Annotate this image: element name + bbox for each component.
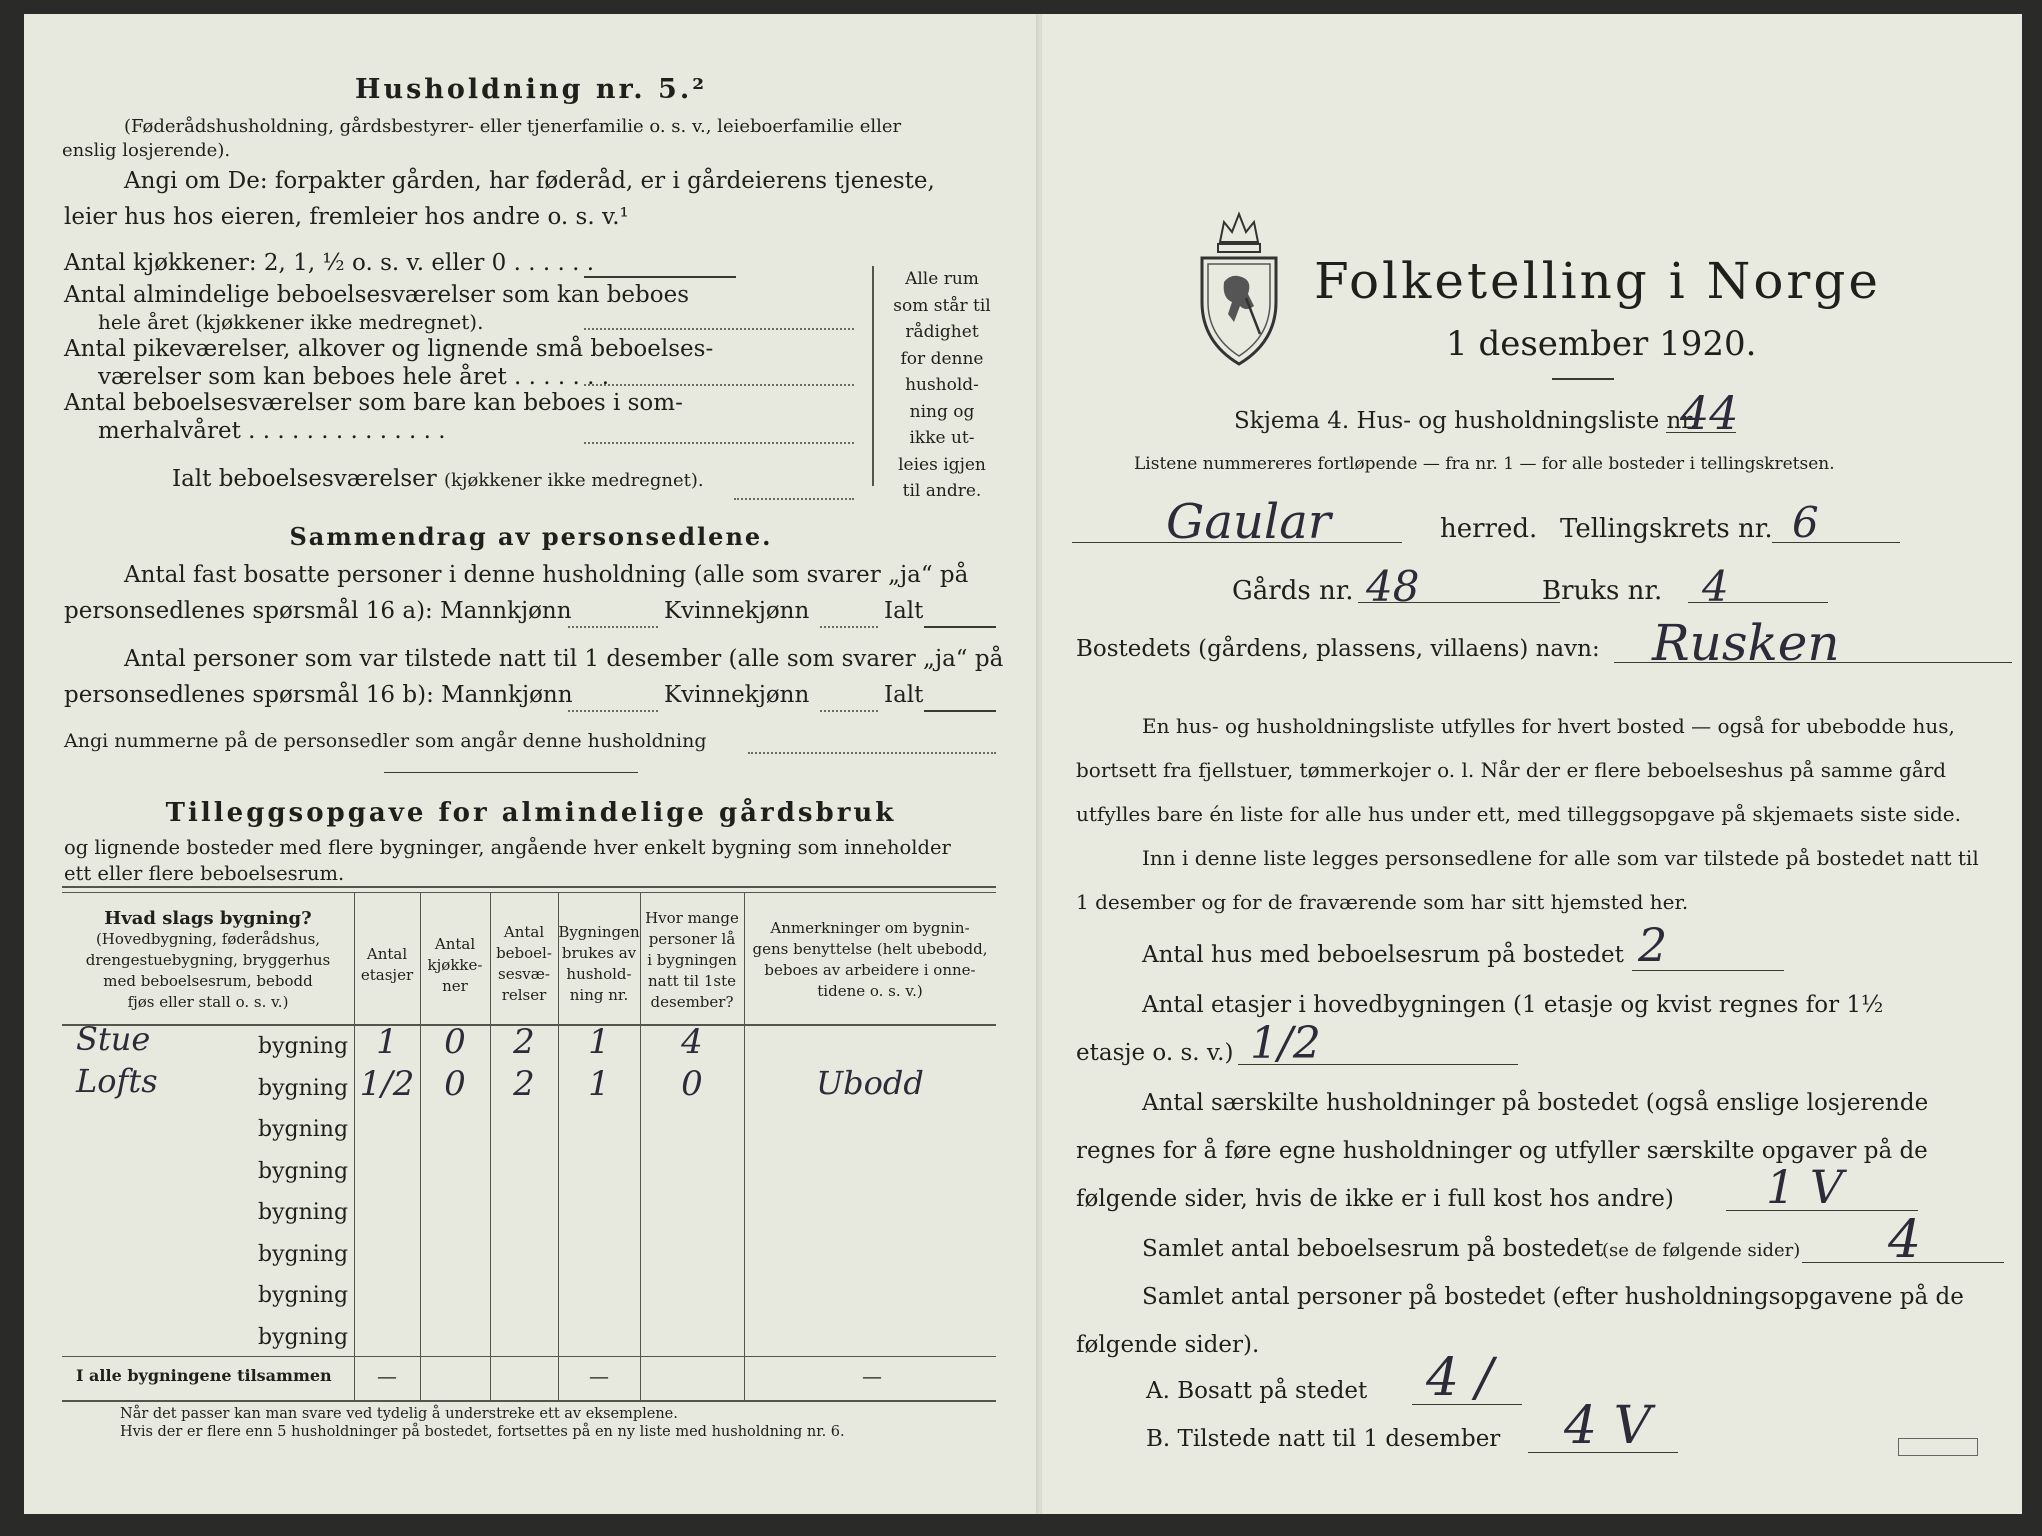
right-page [1042, 14, 2022, 1514]
samlet-pers-1: Samlet antal personer på bostedet (efter husholdningsopgavene på de [1142, 1284, 1964, 1310]
bosted-value[interactable]: Rusken [1652, 614, 1840, 672]
cell-etasjer-1[interactable]: 1/2 [359, 1063, 415, 1104]
etasjer-label-1: Antal etasjer i hovedbygningen (1 etasje og kvist regnes for 1½ [1142, 992, 1884, 1018]
sammendrag-line-4: personsedlenes spørsmål 16 b): Mannkjønn [64, 682, 573, 708]
cell-vaer-0[interactable]: 2 [513, 1022, 535, 1062]
household-subtitle-2: enslig losjerende). [62, 140, 231, 161]
sammendrag-line-2: personsedlenes spørsmål 16 a): Mannkjønn [64, 598, 572, 624]
census-date: 1 desember 1920. [1446, 324, 1757, 364]
bosted-label: Bostedets (gårdens, plassens, villaens) navn: [1076, 636, 1600, 662]
samlet-rum-note: (se de følgende sider) [1602, 1240, 1801, 1261]
herred-value[interactable]: Gaular [1166, 494, 1331, 550]
ialt-2: Ialt [884, 682, 924, 708]
cell-hush-1[interactable]: 1 [588, 1063, 610, 1104]
printer-stamp [1898, 1438, 1978, 1456]
building-name-0[interactable]: Stue [76, 1020, 151, 1058]
building-table [62, 886, 996, 1400]
instr-5: 1 desember og for de fraværende som har sitt hjemsted her. [1076, 890, 1689, 914]
cell-pers-0[interactable]: 4 [681, 1022, 703, 1062]
cell-hush-0[interactable]: 1 [588, 1022, 610, 1062]
sammendrag-line-1: Antal fast bosatte personer i denne husholdning (alle som svarer „ja“ på [124, 562, 969, 588]
saerskilte-value[interactable]: 1 V [1766, 1160, 1844, 1214]
bygning-label: bygning [258, 1158, 349, 1184]
rooms-summer: Antal beboelsesværelser som bare kan beboes i som- [64, 390, 683, 416]
footnote-1: Når det passer kan man svare ved tydelig å understreke ett av eksemplene. [120, 1406, 678, 1422]
footnote-2: Hvis der er flere enn 5 husholdninger på bostedet, fortsettes på en ny liste med husholdning nr. 6. [120, 1424, 845, 1440]
rooms-kitchens: Antal kjøkkener: 2, 1, ½ o. s. v. eller 0 . . . . . . [64, 250, 595, 276]
tillegg-text-2: ett eller flere beboelsesrum. [64, 862, 345, 885]
bygning-label: bygning [258, 1075, 349, 1101]
listene-note: Listene nummereres fortløpende — fra nr. 1 — for alle bosteder i tellingskretsen. [1134, 454, 1835, 474]
bruks-label: Bruks nr. [1542, 576, 1663, 606]
col-header-husholdning: Bygningen brukes av hushold- ning nr. [558, 923, 640, 1004]
sammendrag-title: Sammendrag av personsedlene. [289, 522, 773, 551]
instr-2: bortsett fra fjellstuer, tømmerkojer o. l. Når der er flere beboelseshus på samme gård [1076, 758, 1947, 782]
building-name-1[interactable]: Lofts [76, 1061, 158, 1100]
census-title: Folketelling i Norge [1314, 252, 1881, 310]
tillegg-title: Tilleggsopgave for almindelige gårdsbruk [165, 798, 897, 828]
tillegg-text-1: og lignende bosteder med flere bygninger, angående hver enkelt bygning som inneholder [64, 836, 951, 859]
tilstede-value[interactable]: 4 V [1564, 1396, 1652, 1456]
bosatt-label: A. Bosatt på stedet [1146, 1378, 1368, 1404]
ialt-1: Ialt [884, 598, 924, 624]
col-header-vaerelser: Antal beboel- sesvæ- relser [496, 923, 552, 1004]
cell-kjokken-1[interactable]: 0 [444, 1063, 466, 1104]
sammendrag-line-3: Antal personer som var tilstede natt til 1 desember (alle som svarer „ja“ på [124, 646, 1004, 672]
rooms-summer-2: merhalvåret . . . . . . . . . . . . . . [98, 418, 446, 444]
angi-line-2: leier hus hos eieren, fremleier hos andre o. s. v.¹ [64, 204, 629, 230]
etasjer-label-2: etasje o. s. v.) [1076, 1040, 1234, 1066]
saerskilte-2: regnes for å føre egne husholdninger og utfyller særskilte opgaver på de [1076, 1138, 1928, 1164]
samlet-rum-value[interactable]: 4 [1888, 1210, 1922, 1270]
cell-kjokken-0[interactable]: 0 [444, 1022, 466, 1062]
rooms-ordinary: Antal almindelige beboelsesværelser som kan beboes [64, 282, 690, 308]
rooms-small-2: værelser som kan beboes hele året . . . . . . . [98, 364, 610, 390]
tellingskrets-value[interactable]: 6 [1792, 498, 1819, 547]
gards-label: Gårds nr. [1232, 576, 1354, 606]
rooms-small: Antal pikeværelser, alkover og lignende små beboelses- [64, 336, 714, 362]
samlet-rum-label: Samlet antal beboelsesrum på bostedet [1142, 1236, 1604, 1262]
gards-value[interactable]: 48 [1366, 562, 1420, 611]
instr-1: En hus- og husholdningsliste utfylles for hvert bosted — også for ubebodde hus, [1142, 714, 1955, 738]
skjema-number[interactable]: 44 [1680, 386, 1739, 440]
col-header-personer: Hvor mange personer lå i bygningen natt til 1ste desember? [645, 909, 739, 1011]
bruks-value[interactable]: 4 [1702, 562, 1729, 611]
total-anm-dash: — [862, 1364, 882, 1388]
etasjer-value[interactable]: 1/2 [1250, 1018, 1321, 1069]
instr-3: utfylles bare én liste for alle hus under ett, med tilleggsopgave på skjemaets siste side. [1076, 802, 1961, 826]
cell-etasjer-0[interactable]: 1 [376, 1022, 398, 1062]
household-subtitle-1: (Føderådshusholdning, gårdsbestyrer- eller tjenerfamilie o. s. v., leieboerfamilie eller [124, 116, 902, 137]
saerskilte-3: følgende sider, hvis de ikke er i full kost hos andre) [1076, 1186, 1674, 1212]
col-header-type: Hvad slags bygning? (Hovedbygning, føderådshus, drengestuebygning, bryggerhus med beboelsesrum, bebodd fjøs eller stall o. s. v.) [85, 908, 331, 1011]
cell-pers-1[interactable]: 0 [681, 1063, 703, 1104]
bosatt-value[interactable]: 4 / [1426, 1348, 1494, 1408]
tilstede-label: B. Tilstede natt til 1 desember [1146, 1426, 1501, 1452]
antal-hus-value[interactable]: 2 [1638, 918, 1668, 972]
tellingskrets-label: Tellingskrets nr. [1560, 514, 1773, 544]
total-label: I alle bygningene tilsammen [76, 1366, 332, 1385]
angi-line-1: Angi om De: forpakter gården, har føderåd, er i gårdeierens tjeneste, [124, 168, 935, 194]
rooms-ordinary-2: hele året (kjøkkener ikke medregnet). [98, 310, 484, 334]
bygning-label: bygning [258, 1283, 349, 1308]
rooms-total-note: (kjøkkener ikke medregnet). [444, 470, 704, 491]
total-etasjer-dash: — [377, 1364, 397, 1388]
bygning-label: bygning [258, 1034, 349, 1059]
rooms-total-label: Ialt beboelsesværelser [172, 466, 437, 492]
instr-4: Inn i denne liste legges personsedlene for alle som var tilstede på bostedet natt til [1142, 846, 1979, 870]
kvinnekjonn-2: Kvinnekjønn [664, 682, 810, 708]
samlet-pers-2: følgende sider). [1076, 1332, 1260, 1358]
total-husholdning-dash: — [589, 1364, 609, 1388]
household-title: Husholdning nr. 5.² [354, 74, 708, 105]
bygning-label: bygning [258, 1200, 349, 1225]
col-header-anmerkninger: Anmerkninger om bygnin- gens benyttelse (helt ubebodd, beboes av arbeidere i onne- tidene o. s. v.) [752, 919, 988, 1000]
left-page [24, 14, 1038, 1514]
norway-coat-of-arms-icon [1194, 202, 1284, 368]
saerskilte-1: Antal særskilte husholdninger på bostedet (også enslige losjerende [1142, 1090, 1929, 1116]
antal-hus-label: Antal hus med beboelsesrum på bostedet [1142, 942, 1624, 968]
cell-anm-1[interactable]: Ubodd [816, 1063, 924, 1102]
bygning-label: bygning [258, 1324, 349, 1350]
cell-vaer-1[interactable]: 2 [513, 1063, 535, 1104]
kvinnekjonn-1: Kvinnekjønn [664, 598, 810, 624]
side-note: Alle rum som står til rådighet for denne hushold- ning og ikke ut- leies igjen til andre. [893, 269, 991, 501]
angi-nummerne: Angi nummerne på de personsedler som angår denne husholdning [64, 730, 707, 752]
bygning-label: bygning [258, 1117, 349, 1142]
herred-label: herred. [1440, 514, 1538, 544]
skjema-label: Skjema 4. Hus- og husholdningsliste nr. [1234, 408, 1698, 434]
col-header-etasjer: Antal etasjer [360, 945, 414, 984]
col-header-kjokken: Antal kjøkke- ner [427, 935, 483, 995]
bygning-label: bygning [258, 1241, 349, 1267]
census-form-spread [24, 14, 2022, 1514]
